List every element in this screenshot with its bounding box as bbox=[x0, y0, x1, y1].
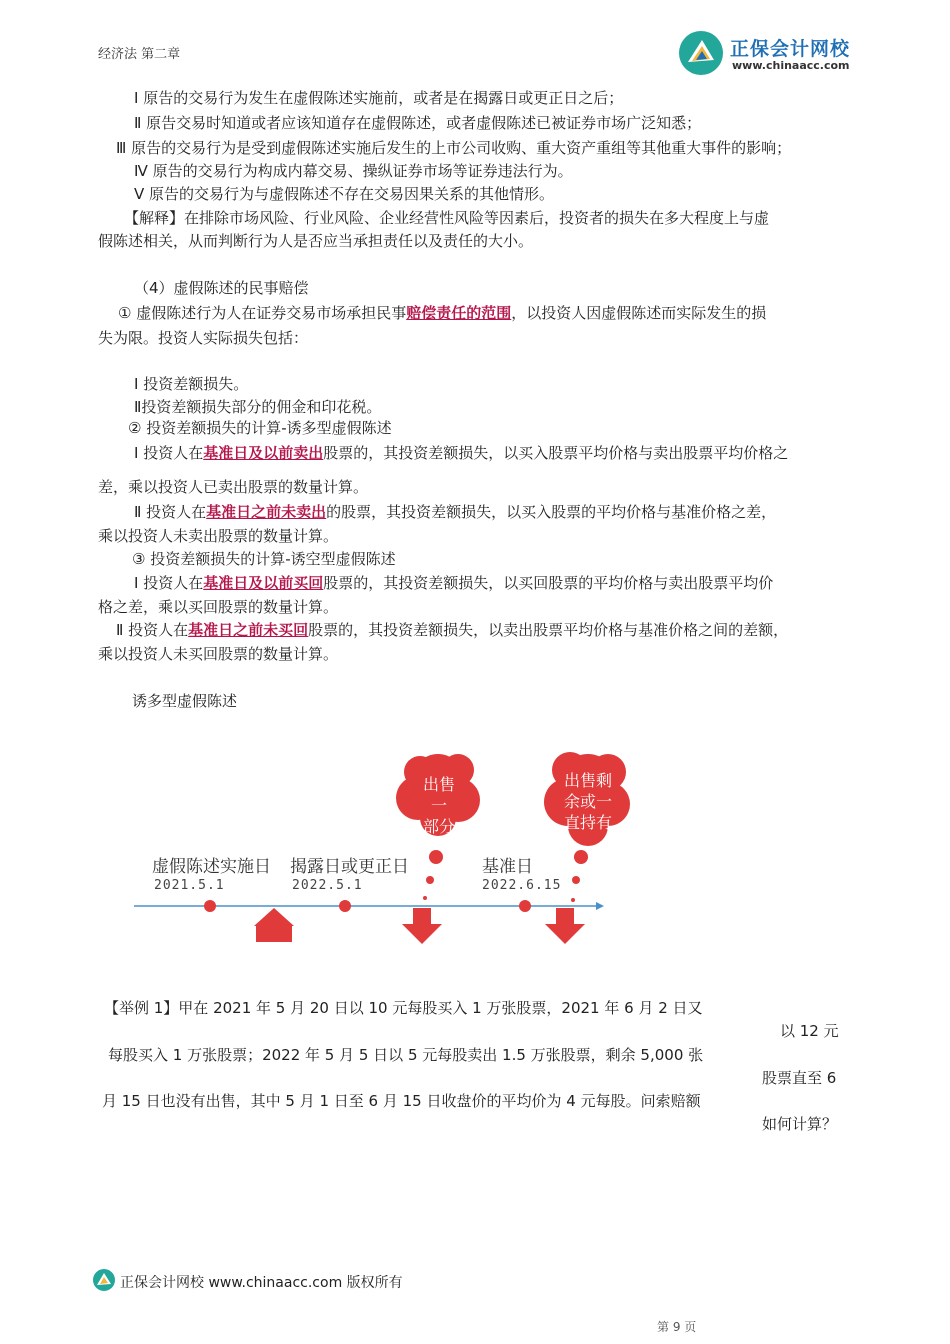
date-base-day: 2022.6.15 bbox=[482, 878, 562, 893]
clause-4: Ⅳ 原告的交易行为构成内幕交易、操纵证券市场等证券违法行为。 bbox=[134, 162, 573, 180]
thought-dot-4 bbox=[574, 850, 588, 864]
not-sold-line-2: 乘以投资人未卖出股票的数量计算。 bbox=[98, 527, 339, 545]
cut-line-inducing-long: ② 投资差额损失的计算-诱多型虚假陈述 bbox=[128, 419, 392, 437]
page-number: 第 9 页 bbox=[657, 1320, 697, 1334]
cut-line-sold-before: Ⅰ 投资人在基准日及以前卖出股票的，其投资差额损失，以买入股票平均价格与卖出股票平均价格之 bbox=[134, 444, 789, 462]
explanation-line-2: 假陈述相关，从而判断行为人是否应当承担责任以及责任的大小。 bbox=[98, 232, 534, 250]
cloud-text-sell-rest: 出售剩 余或一 直持有 bbox=[563, 771, 612, 832]
inducing-short-heading: ③ 投资差额损失的计算-诱空型虚假陈述 bbox=[132, 550, 396, 568]
highlight-not-sold: 基准日之前未卖出 bbox=[206, 503, 327, 521]
logo-url: www.chinaacc.com bbox=[732, 59, 850, 72]
arrow-up-buy bbox=[254, 908, 294, 942]
thought-dot-1 bbox=[429, 850, 443, 864]
example-line-6: 如何计算？ bbox=[762, 1115, 838, 1133]
footer-logo-icon bbox=[92, 1268, 116, 1292]
date-implementation-day: 2021.5.1 bbox=[154, 878, 225, 893]
example-line-5: 月 15 日也没有出售，其中 5 月 1 日至 6 月 15 日收盘价的平均价为 4 元每股。问索赔额 bbox=[102, 1092, 701, 1110]
civil-liability-line-2: 失为限。投资人实际损失包括： bbox=[98, 329, 309, 347]
logo-icon bbox=[678, 30, 724, 76]
highlight-not-bought-back: 基准日之前未买回 bbox=[188, 621, 309, 639]
highlight-compensation-scope: 赔偿责任的范围 bbox=[406, 304, 512, 322]
clause-1: Ⅰ 原告的交易行为发生在虚假陈述实施前，或者是在揭露日或更正日之后； bbox=[134, 89, 624, 107]
bought-back-line-2: 格之差，乘以买回股票的数量计算。 bbox=[98, 598, 339, 616]
not-bought-back-line-2: 乘以投资人未买回股票的数量计算。 bbox=[98, 645, 339, 663]
logo-name: 正保会计网校 bbox=[730, 38, 851, 60]
loss-item-1: Ⅰ 投资差额损失。 bbox=[134, 375, 249, 393]
explanation-line-1: 【解释】在排除市场风险、行业风险、企业经营性风险等因素后，投资者的损失在多大程度上与虚 bbox=[124, 209, 770, 227]
footer bbox=[92, 1268, 492, 1294]
label-disclosure-day: 揭露日或更正日 bbox=[290, 857, 409, 877]
example-line-2: 以 12 元 bbox=[780, 1022, 839, 1040]
clause-2: Ⅱ 原告交易时知道或者应该知道存在虚假陈述，或者虚假陈述已被证券市场广泛知悉； bbox=[134, 114, 702, 132]
point-base-day bbox=[519, 900, 531, 912]
point-implementation-day bbox=[204, 900, 216, 912]
example-line-4: 股票直至 6 bbox=[762, 1069, 837, 1087]
clause-5: Ⅴ 原告的交易行为与虚假陈述不存在交易因果关系的其他情形。 bbox=[134, 185, 555, 203]
thought-dot-6 bbox=[571, 898, 575, 902]
diagram-caption: 诱多型虚假陈述 bbox=[132, 692, 238, 710]
highlight-bought-back: 基准日及以前买回 bbox=[203, 574, 324, 592]
civil-liability-line-1: ① 虚假陈述行为人在证券交易市场承担民事赔偿责任的范围，以投资人因虚假陈述而实际发生的损 bbox=[118, 304, 767, 322]
bought-back-line-1: Ⅰ 投资人在基准日及以前买回股票的，其投资差额损失，以买回股票的平均价格与卖出股票平均价 bbox=[134, 574, 774, 592]
timeline-diagram bbox=[120, 740, 620, 950]
clause-3: Ⅲ 原告的交易行为是受到虚假陈述实施后发生的上市公司收购、重大资产重组等其他重大事件的影响； bbox=[116, 139, 792, 157]
thought-dot-5 bbox=[572, 876, 580, 884]
not-sold-line-1: Ⅱ 投资人在基准日之前未卖出的股票，其投资差额损失，以买入股票的平均价格与基准价格之差， bbox=[134, 503, 777, 521]
sold-before-line-2: 差，乘以投资人已卖出股票的数量计算。 bbox=[98, 478, 369, 496]
thought-dot-2 bbox=[426, 876, 434, 884]
example-line-1: 【举例 1】甲在 2021 年 5 月 20 日以 10 元每股买入 1 万张股票，2021 年 6 月 2 日又 bbox=[104, 999, 703, 1017]
point-disclosure-day bbox=[339, 900, 351, 912]
section-heading: （4）虚假陈述的民事赔偿 bbox=[134, 279, 309, 297]
cut-header-text: 经济法 第二章 bbox=[98, 47, 181, 62]
loss-item-2: Ⅱ投资差额损失部分的佣金和印花税。 bbox=[134, 398, 382, 416]
arrow-down-sell-1 bbox=[402, 908, 442, 944]
copyright-text: 正保会计网校 www.chinaacc.com 版权所有 bbox=[120, 1275, 403, 1291]
not-bought-back-line-1: Ⅱ 投资人在基准日之前未买回股票的，其投资差额损失，以卖出股票平均价格与基准价格之间的差额， bbox=[116, 621, 789, 639]
date-disclosure-day: 2022.5.1 bbox=[292, 878, 363, 893]
timeline-graphics bbox=[120, 740, 620, 950]
cloud-text-sell-part: 出售一 部分 bbox=[422, 775, 455, 836]
label-base-day: 基准日 bbox=[482, 857, 533, 877]
label-implementation-day: 虚假陈述实施日 bbox=[152, 857, 271, 877]
arrow-down-sell-2 bbox=[545, 908, 585, 944]
axis-arrowhead bbox=[596, 902, 604, 910]
example-line-3: 每股买入 1 万张股票；2022 年 5 月 5 日以 5 元每股卖出 1.5 万张股票，剩余 5,000 张 bbox=[108, 1046, 704, 1064]
site-logo[interactable] bbox=[678, 26, 878, 80]
thought-dot-3 bbox=[423, 896, 427, 900]
